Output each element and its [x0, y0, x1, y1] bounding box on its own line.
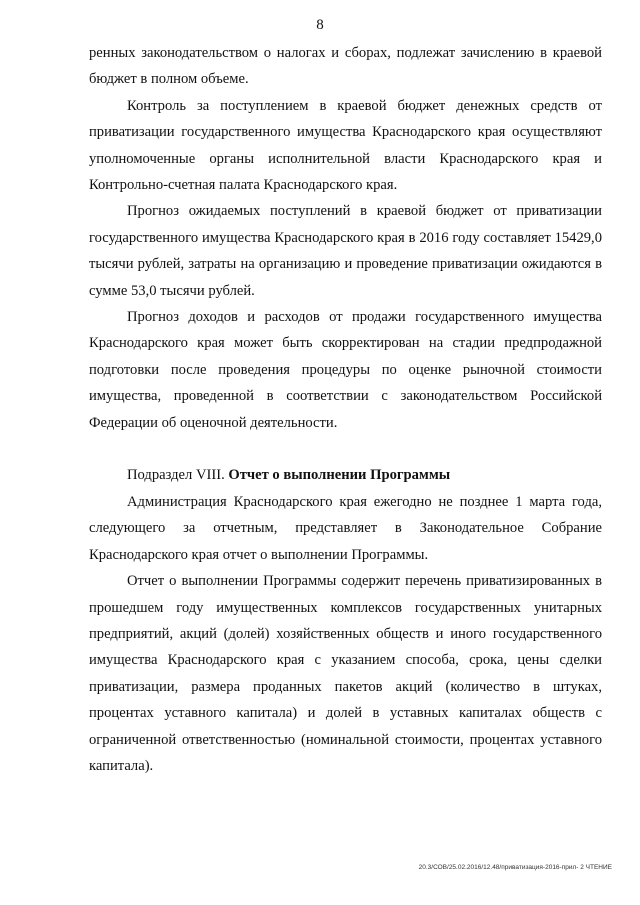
paragraph-privatization-control: Контроль за поступлением в краевой бюджет денежных средств от приватизации государственного имущества Краснодарского края осуществляют уполномоченные органы исполнительной власти Краснодарского края и Контрольно-счетная палата Краснодарского края. [89, 97, 602, 194]
paragraph-continuation: ренных законодательством о налогах и сборах, подлежат зачислению в краевой бюджет в полном объеме. [89, 45, 602, 88]
page-number: 8 [316, 17, 324, 33]
document-body [89, 40, 602, 779]
paragraph-revenue-forecast: Прогноз ожидаемых поступлений в краевой бюджет от приватизации государственного имущества Краснодарского края в 2016 году составляет 15429,0 тысячи рублей, затраты на организацию и проведение приватизации ожидаются в сумме 53,0 тысячи рублей. [89, 203, 602, 299]
section-title: Отчет о выполнении Программы [228, 467, 451, 484]
footer-document-code: 20.3/СОВ/25.02.2016/12.48/приватизация-2016-прил- 2 ЧТЕНИЕ [418, 864, 612, 871]
paragraph-forecast-adjustment: Прогноз доходов и расходов от продажи государственного имущества Краснодарского края может быть скорректирован на стадии предпродажной подготовки после проведения процедуры по оценке рыночной стоимости имущества, проведенной в соответствии с законодательством Российской Федерации об оценочной деятельности. [89, 309, 602, 431]
section-heading [89, 462, 602, 488]
paragraph-report-contents: Отчет о выполнении Программы содержит перечень приватизированных в прошедшем году имущественных комплексов государственных унитарных предприятий, акций (долей) хозяйственных обществ и иного государственного имущества Краснодарского края с указанием способа, срока, цены сделки приватизации, размера проданных пакетов акций (количество в штуках, процентах уставного капитала) и долей в уставных капиталах обществ с ограниченной ответственностью (номинальной стоимости, процентах уставного капитала). [89, 573, 602, 774]
section-prefix: Подраздел VIII. [127, 467, 229, 484]
paragraph-annual-report: Администрация Краснодарского края ежегодно не позднее 1 марта года, следующего за отчетным, представляет в Законодательное Собрание Краснодарского края отчет о выполнении Программы. [89, 493, 602, 563]
